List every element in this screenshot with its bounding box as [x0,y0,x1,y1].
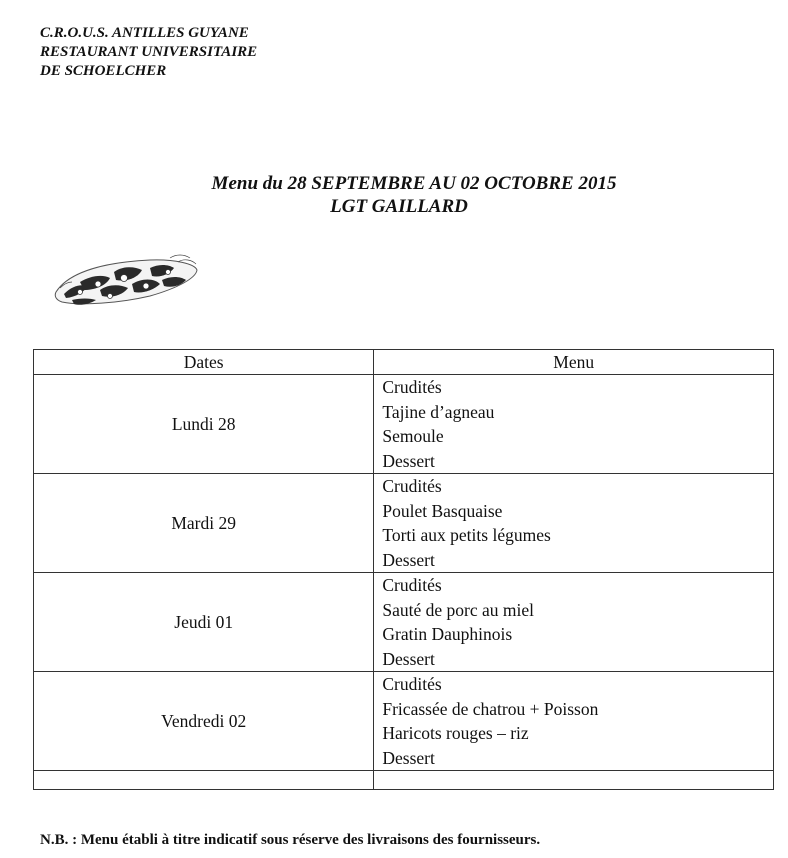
table-header-row [34,350,774,375]
dish-item: Poulet Basquaise [382,500,503,521]
food-platter-icon [50,240,200,310]
dish-item: Crudités [382,674,442,694]
empty-cell [374,771,774,790]
table-row [34,573,774,672]
dishes-cell [374,573,774,672]
dish-item: Sauté de porc au miel [382,599,534,620]
dish-item: Torti aux petits légumes [382,525,551,545]
day-cell: Lundi 28 [34,375,374,474]
dish-item: Fricassée de chatrou + Poisson [382,698,599,719]
dish-item: Crudités [382,575,442,595]
dish-item: Tajine d’agneau [382,401,495,422]
column-header-dates: Dates [34,350,374,375]
header-line-3: DE SCHOELCHER [40,63,167,79]
day-cell: Mardi 29 [34,474,374,573]
dish-item: Semoule [382,426,444,446]
header-line-2: RESTAURANT UNIVERSITAIRE [40,44,258,60]
dish-item: Dessert [382,549,435,570]
dish-item: Crudités [382,476,442,496]
dish-item: Crudités [382,377,442,397]
day-cell: Jeudi 01 [34,573,374,672]
table-row [34,672,774,771]
dish-item: Dessert [382,450,435,471]
header-line-1: C.R.O.U.S. ANTILLES GUYANE [40,25,249,41]
dishes-cell [374,375,774,474]
dish-item: Haricots rouges – riz [382,723,529,743]
menu-title-dates: Menu du 28 SEPTEMBRE AU 02 OCTOBRE 2015 [211,173,617,194]
dish-item: Dessert [382,747,435,768]
dish-item: Gratin Dauphinois [382,624,513,644]
empty-table-row [34,771,774,790]
institution-header [40,24,257,81]
dishes-cell [374,672,774,771]
menu-title-school: LGT GAILLARD [330,196,468,217]
menu-table [33,349,774,790]
empty-cell [34,771,374,790]
day-cell: Vendredi 02 [34,672,374,771]
menu-title [0,172,788,218]
table-row [34,375,774,474]
table-row [34,474,774,573]
column-header-menu: Menu [374,350,774,375]
dish-item: Dessert [382,648,435,669]
dishes-cell [374,474,774,573]
footnote: N.B. : Menu établi à titre indicatif sous réserve des livraisons des fournisseurs. [40,832,541,848]
